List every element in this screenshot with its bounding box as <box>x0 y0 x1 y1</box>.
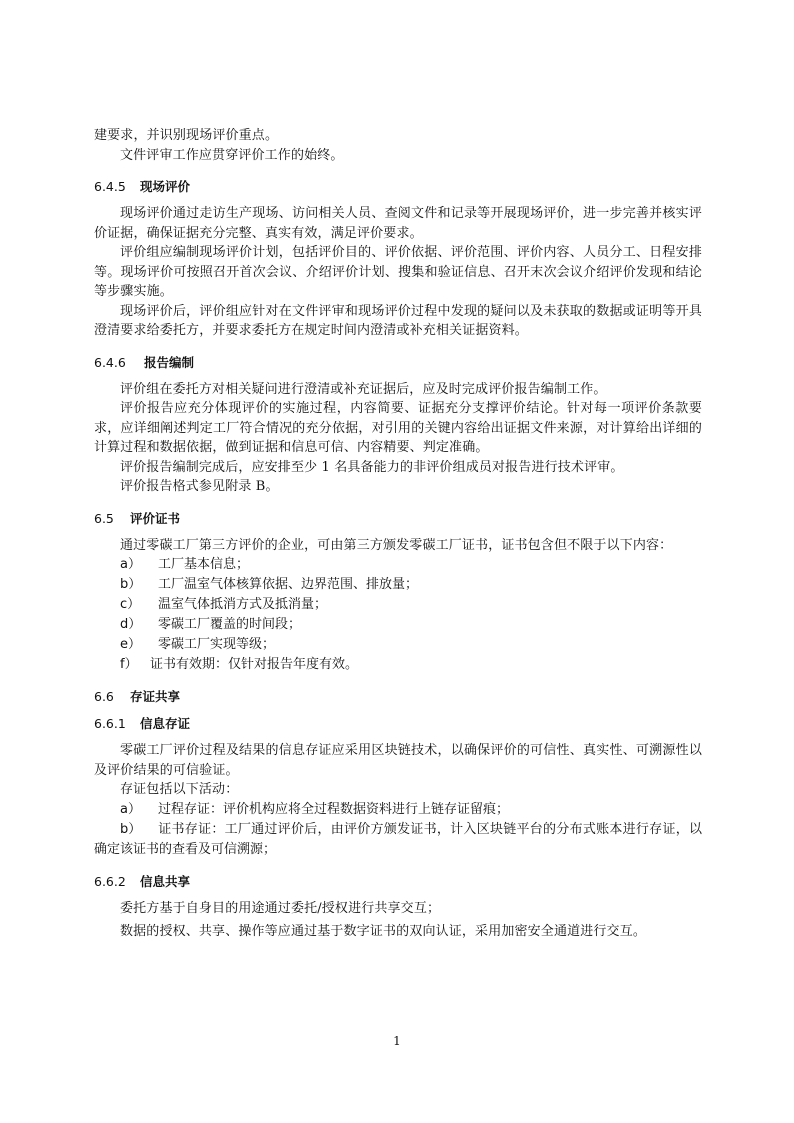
section-heading-6-6-2 <box>94 872 702 892</box>
list-item <box>94 575 702 595</box>
paragraph: 存证包括以下活动： <box>120 782 239 797</box>
section-number: 6.6.2 <box>94 873 126 889</box>
list-item-text: 工厂温室气体核算依据、边界范围、排放量； <box>158 577 419 592</box>
section-heading-6-6 <box>94 687 702 707</box>
list-marker: f） <box>120 657 138 672</box>
paragraph: 数据的授权、共享、操作等应通过基于数字证书的双向认证，采用加密安全通道进行交互。 <box>120 924 647 939</box>
list-item-text: 工厂基本信息； <box>158 557 250 572</box>
section-title: 存证共享 <box>130 689 181 704</box>
list-marker: c） <box>120 597 141 612</box>
section-title: 信息共享 <box>140 873 191 889</box>
list-item <box>94 555 702 575</box>
paragraph: 文件评审工作应贯穿评价工作的始终。 <box>120 147 344 163</box>
paragraph: 评价报告格式参见附录 B。 <box>120 479 279 494</box>
section-number: 6.4.6 <box>94 354 126 370</box>
paragraph: 评价组应编制现场评价计划，包括评价目的、评价依据、评价范围、评价内容、人员分工、日程安排等。现场评价可按照召开首次会议、介绍评价计划、搜集和验证信息、召开末次会议介绍评价发现和结论等步骤实施。 <box>94 245 702 299</box>
list-item-text: 证书存证：工厂通过评价后，由评价方颁发证书，计入区块链平台的分布式账本进行存证，以确定该证书的查看及可信溯源； <box>94 821 702 857</box>
document-body <box>94 126 702 942</box>
list-marker: a） <box>120 801 141 817</box>
list-item <box>94 820 702 860</box>
paragraph: 委托方基于自身目的用途通过委托/授权进行共享交互； <box>120 900 441 916</box>
list-marker: b） <box>120 577 142 592</box>
page-number: 1 <box>393 1034 401 1048</box>
section-heading-6-4-5 <box>94 177 702 197</box>
section-title: 信息存证 <box>140 716 191 731</box>
section-number: 6.6 <box>94 689 114 704</box>
paragraph: 零碳工厂评价过程及结果的信息存证应采用区块链技术，以确保评价的可信性、真实性、可溯源性以及评价结果的可信验证。 <box>94 743 702 778</box>
evidence-activities-list <box>94 800 702 860</box>
paragraph: 评价组在委托方对相关疑问进行澄清或补充证据后，应及时完成评价报告编制工作。 <box>120 381 607 397</box>
list-marker: d） <box>120 617 142 632</box>
list-item <box>94 635 702 655</box>
list-item <box>94 800 702 820</box>
section-heading-6-4-6 <box>94 353 702 373</box>
section-title: 报告编制 <box>144 354 195 370</box>
list-item-text: 零碳工厂实现等级； <box>158 637 276 652</box>
section-title: 现场评价 <box>140 179 191 194</box>
list-marker: e） <box>120 637 141 652</box>
section-number: 6.5 <box>94 510 114 526</box>
list-marker: a） <box>120 557 141 572</box>
list-item <box>94 655 702 675</box>
list-item <box>94 595 702 615</box>
paragraph: 评价报告应充分体现评价的实施过程，内容简要、证据充分支撑评价结论。针对每一项评价条款要求，应详细阐述判定工厂符合情况的充分依据，对引用的关键内容给出证据文件来源，对计算给出详细的计算过程和数据依据，做到证据和信息可信、内容精要、判定准确。 <box>94 401 702 455</box>
list-item-text: 温室气体抵消方式及抵消量； <box>158 597 328 612</box>
section-heading-6-6-1 <box>94 714 702 734</box>
list-item-text: 零碳工厂覆盖的时间段； <box>158 617 302 632</box>
certificate-contents-list <box>94 555 702 675</box>
list-item-text: 证书有效期：仅针对报告年度有效。 <box>150 657 359 672</box>
paragraph: 评价报告编制完成后，应安排至少 1 名具备能力的非评价组成员对报告进行技术评审。 <box>120 459 624 475</box>
section-number: 6.4.5 <box>94 179 126 194</box>
paragraph-continued: 建要求，并识别现场评价重点。 <box>94 128 279 143</box>
paragraph: 现场评价后，评价组应针对在文件评审和现场评价过程中发现的疑问以及未获取的数据或证明等开具澄清要求给委托方，并要求委托方在规定时间内澄清或补充相关证据资料。 <box>94 303 702 338</box>
section-number: 6.6.1 <box>94 716 126 731</box>
paragraph: 通过零碳工厂第三方评价的企业，可由第三方颁发零碳工厂证书，证书包含但不限于以下内容： <box>120 537 673 553</box>
paragraph: 现场评价通过走访生产现场、访问相关人员、查阅文件和记录等开展现场评价，进一步完善并核实评价证据，确保证据充分完整、真实有效，满足评价要求。 <box>94 206 702 241</box>
section-title: 评价证书 <box>130 510 181 526</box>
list-marker: b） <box>120 821 142 837</box>
list-item <box>94 615 702 635</box>
section-heading-6-5 <box>94 509 702 529</box>
list-item-text: 过程存证：评价机构应将全过程数据资料进行上链存证留痕； <box>158 801 510 817</box>
